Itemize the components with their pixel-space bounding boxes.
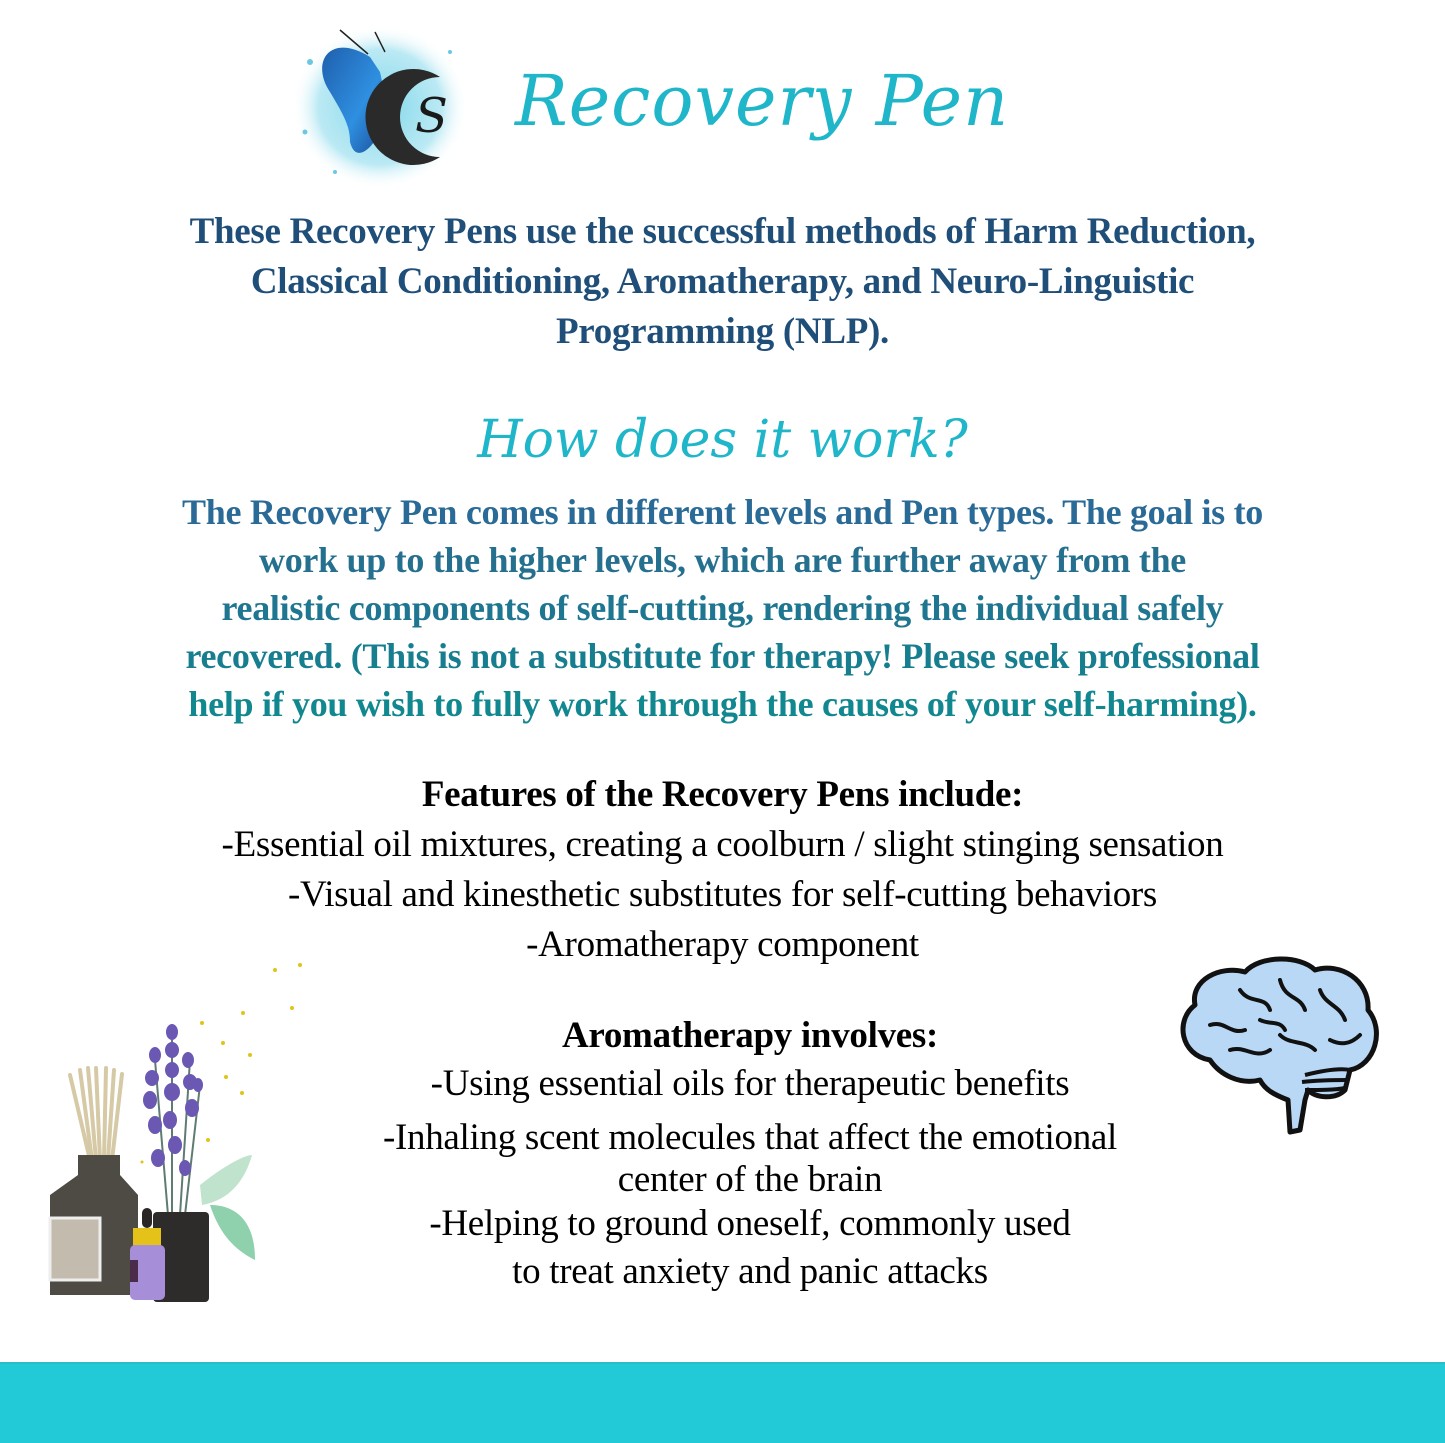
feature-item: -Aromatherapy component [526,924,919,965]
how-it-works-paragraph [0,488,1445,728]
how-it-works-line: recovered. (This is not a substitute for therapy! Please seek professional [185,636,1260,676]
aromatherapy-heading: Aromatherapy involves: [561,1015,939,1056]
how-it-works-heading: How does it work? [477,410,968,470]
aromatherapy-line: center of the brain [617,1159,883,1200]
feature-item: -Visual and kinesthetic substitutes for self-cutting behaviors [287,874,1158,915]
aromatherapy-list [270,1012,1230,1296]
aromatherapy-diffuser-lavender-icon [30,950,310,1305]
intro-line: Programming (NLP). [555,311,890,352]
brand-title: Recovery Pen [515,60,1010,142]
intro-paragraph [0,207,1445,357]
features-list [0,770,1445,970]
footer-bar [0,1362,1445,1443]
svg-text:S: S [415,88,448,144]
butterfly-moon-logo-icon [290,22,480,192]
aromatherapy-line: -Using essential oils for therapeutic benefits [430,1063,1070,1104]
feature-item: -Essential oil mixtures, creating a coolburn / slight stinging sensation [221,824,1224,865]
aromatherapy-line: -Inhaling scent molecules that affect the emotional [382,1117,1118,1158]
how-it-works-line: The Recovery Pen comes in different levels and Pen types. The goal is to [182,492,1263,532]
aromatherapy-line: to treat anxiety and panic attacks [512,1251,988,1292]
intro-line: Classical Conditioning, Aromatherapy, and Neuro-Linguistic [250,261,1195,302]
aromatherapy-line: -Helping to ground oneself, commonly used [429,1203,1071,1244]
brain-icon [1170,950,1390,1140]
how-it-works-line: help if you wish to fully work through the causes of your self-harming). [188,684,1257,724]
features-heading: Features of the Recovery Pens include: [421,774,1024,815]
how-it-works-line: realistic components of self-cutting, rendering the individual safely [221,588,1224,628]
intro-line: These Recovery Pens use the successful methods of Harm Reduction, [189,211,1256,252]
how-it-works-line: work up to the higher levels, which are further away from the [259,540,1186,580]
